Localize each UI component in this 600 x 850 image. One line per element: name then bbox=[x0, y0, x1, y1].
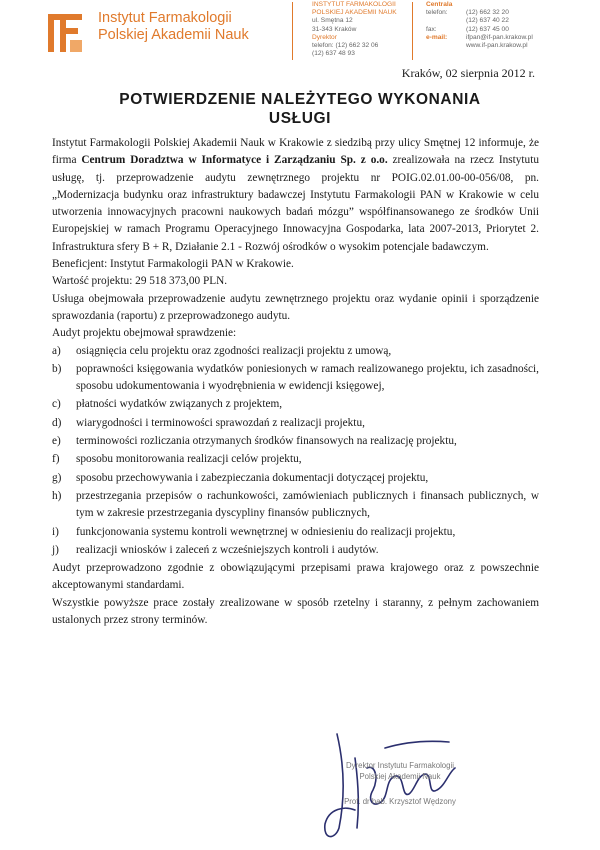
audit-item-marker: c) bbox=[52, 398, 61, 411]
address-line6: telefon: (12) 662 32 06 bbox=[312, 42, 379, 50]
contact-heading: Centrala bbox=[426, 1, 453, 8]
document-title bbox=[50, 90, 550, 128]
signature-block bbox=[300, 760, 500, 807]
audit-items-list bbox=[52, 343, 539, 560]
audit-item bbox=[52, 361, 539, 396]
telefon-value: (12) 662 32 20 bbox=[466, 9, 509, 17]
address-block bbox=[312, 1, 412, 58]
audit-intro: Audyt projektu obejmował sprawdzenie: bbox=[52, 327, 237, 340]
audit-item-text: osiągnięcia celu projektu oraz zgodności realizacji projektu z umową, bbox=[76, 344, 392, 357]
audit-item-text: sposobu monitorowania realizacji celów projektu, bbox=[76, 453, 302, 466]
contact-block bbox=[426, 1, 596, 50]
audit-item-marker: i) bbox=[52, 525, 59, 538]
email-value: ifpan@if-pan.krakow.pl bbox=[466, 33, 533, 41]
letterhead-divider bbox=[412, 2, 413, 60]
audit-item bbox=[52, 542, 539, 559]
audit-item-marker: j) bbox=[52, 543, 59, 556]
audit-item-marker: e) bbox=[52, 435, 61, 448]
audit-item bbox=[52, 396, 539, 413]
audit-item-marker: f) bbox=[52, 453, 60, 466]
project-value-line: Wartość projektu: 29 518 373,00 PLN. bbox=[52, 275, 228, 288]
audit-item-marker: a) bbox=[52, 344, 61, 357]
audit-item bbox=[52, 451, 539, 468]
company-name: Centrum Doradztwa w Informatyce i Zarządzaniu Sp. z o.o. bbox=[81, 154, 388, 167]
audit-item-text: terminowości rozliczania otrzymanych środków finansowych na realizację projektu, bbox=[76, 435, 457, 448]
address-line3: ul. Smętna 12 bbox=[312, 17, 353, 25]
audit-item-marker: h) bbox=[52, 489, 62, 502]
address-line5: Dyrektor bbox=[312, 33, 337, 41]
audit-item-marker: d) bbox=[52, 416, 62, 429]
institute-logo bbox=[44, 10, 86, 56]
signature-title: Dyrektor Instytutu Farmakologii bbox=[346, 761, 454, 770]
audit-item-marker: g) bbox=[52, 471, 62, 484]
email-label: e-mail: bbox=[426, 33, 448, 41]
intro-part1: Instytut Farmakologii Polskiej Akademii Nauk w Krakowie z siedzibą przy ulicy Smętnej 12 informuje, że firma bbox=[52, 137, 539, 167]
address-line7: (12) 637 48 93 bbox=[312, 50, 355, 58]
audit-item bbox=[52, 343, 539, 360]
intro-paragraph bbox=[52, 135, 539, 256]
audit-item-marker: b) bbox=[52, 362, 62, 375]
audit-item-text: przestrzegania przepisów o rachunkowości, zamówieniach publicznych i finansach publicznych, w tym w zakresie przestrzegania dyscypliny finansów publicznych, bbox=[76, 489, 539, 520]
title-line2: USŁUGI bbox=[268, 110, 332, 127]
audit-item-text: funkcjonowania systemu kontroli wewnętrznej w odniesieniu do realizacji projektu, bbox=[76, 525, 456, 538]
title-line1: POTWIERDZENIE NALEŻYTEGO WYKONANIA bbox=[119, 91, 481, 108]
fax-value: (12) 637 45 00 bbox=[466, 25, 509, 33]
telefon-label: telefon: bbox=[426, 9, 448, 17]
fax-label: fax: bbox=[426, 25, 437, 33]
address-line1: INSTYTUT FARMAKOLOGII bbox=[312, 1, 396, 8]
document-date: Kraków, 02 sierpnia 2012 r. bbox=[401, 66, 535, 80]
institute-name-line1: Instytut Farmakologii bbox=[98, 10, 232, 26]
www-value: www.if-pan.krakow.pl bbox=[466, 42, 528, 50]
institute-name bbox=[98, 10, 288, 44]
intro-part2: zrealizowała na rzecz Instytutu usługę, tj. przeprowadzenie audytu zewnętrznego projektu nr POIG.02.01.00-00-056/08, pn. „Modernizacja budynku oraz infrastruktury badawczej Instytutu Farmakologii PAN w Krakowie w celu utworzenia innowacyjnych pracowni naukowych badań mózgu” współfinansowanego ze środków Unii Europejskiej w ramach Programu Operacyjnego Innowacyjna Gospodarka, lata 2007-2013, Priorytet 2. Infrastruktura sfery B + R, Działanie 2.1 - Rozwój ośrodków o wysokim potencjale badawczym. bbox=[52, 154, 539, 253]
closing-paragraph-1: Audyt przeprowadzono zgodnie z obowiązującymi przepisami prawa krajowego oraz z powszechnie akceptowanymi standardami. bbox=[52, 562, 539, 592]
audit-item bbox=[52, 415, 539, 432]
institute-name-line2: Polskiej Akademii Nauk bbox=[98, 27, 249, 43]
beneficiary-line: Beneficjent: Instytut Farmakologii PAN w Krakowie. bbox=[52, 258, 294, 271]
audit-item-text: płatności wydatków związanych z projektem, bbox=[76, 398, 283, 411]
audit-item bbox=[52, 524, 539, 541]
address-line2: POLSKIEJ AKADEMII NAUK bbox=[312, 9, 397, 17]
closing-paragraph-2: Wszystkie powyższe prace zostały zrealizowane w sposób rzetelny i staranny, z pełnym zachowaniem ustalonych przez strony terminów. bbox=[52, 596, 539, 627]
audit-item-text: realizacji wniosków i zaleceń z wcześniejszych kontroli i audytów. bbox=[76, 543, 379, 556]
audit-item bbox=[52, 488, 539, 523]
address-line4: 31-343 Kraków bbox=[312, 25, 357, 33]
signature-institution: Polskiej Akademii Nauk bbox=[359, 772, 441, 781]
signature-name: Prof. dr hab. Krzysztof Wędzony bbox=[344, 797, 456, 806]
audit-item bbox=[52, 433, 539, 450]
telefon2-value: (12) 637 40 22 bbox=[466, 17, 509, 25]
audit-item-text: wiarygodności i terminowości sprawozdań z realizacji projektu, bbox=[76, 416, 365, 429]
letterhead-divider bbox=[292, 2, 293, 60]
document-body bbox=[52, 135, 539, 629]
audit-item bbox=[52, 470, 539, 487]
scope-paragraph: Usługa obejmowała przeprowadzenie audytu zewnętrznego projektu oraz wydanie opinii i sporządzenie sprawozdania (raportu) z przeprowadzonego audytu. bbox=[52, 292, 539, 322]
audit-item-text: poprawności księgowania wydatków poniesionych w ramach realizowanego projektu, ich zasadności, sposobu udokumentowania i wyodrębnienia w ewidencji księgowej, bbox=[76, 362, 539, 393]
audit-item-text: sposobu przechowywania i zabezpieczania dokumentacji dotyczącej projektu, bbox=[76, 471, 429, 484]
